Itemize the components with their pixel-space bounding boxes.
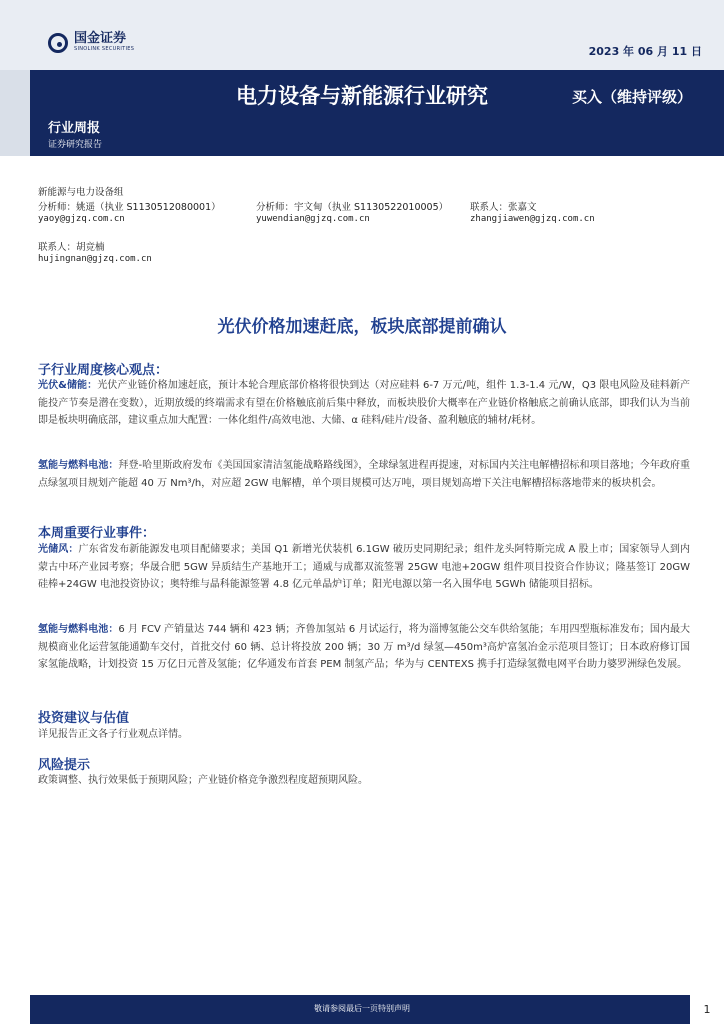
report-date: 2023 年 06 月 11 日 bbox=[588, 45, 702, 58]
analyst-group: 新能源与电力设备组 bbox=[38, 187, 124, 198]
analyst-1: 分析师：姚遥（执业 S1130512080001） bbox=[38, 202, 221, 213]
core-p1-text: 光伏产业链价格加速赶底，预计本轮合理底部价格将很快到达（对应硅料 6-7 万元/吨，组件 1.3-1.4 元/W，Q3 限电风险及硅料新产能投产节奏是潜在变数），近期放缓的终端需求有望在价格触底前后集中释放，而板块股价大概率在产业链价格触底之前确认底部，即我们认为当前即是板块明确底部，建议重点加大配置：一体化组件/高效电池、大储、α 硅料/硅片/设备、盈利触底的辅材/耗材。 bbox=[38, 380, 690, 426]
events-paragraph-2 bbox=[38, 621, 690, 674]
page-number: 1 bbox=[690, 995, 724, 1024]
invest-text: 详见报告正文各子行业观点详情。 bbox=[38, 729, 188, 740]
contact-1-email[interactable]: zhangjiawen@gjzq.com.cn bbox=[470, 214, 595, 224]
main-title: 光伏价格加速赶底，板块底部提前确认 bbox=[217, 317, 507, 337]
analyst-2: 分析师：宇文甸（执业 S1130522010005） bbox=[256, 202, 449, 213]
events-p2-text: 6 月 FCV 产销量达 744 辆和 423 辆；齐鲁加氢站 6 月试运行，将为淄博氢能公交车供给氢能；车用四型瓶标准发布；国内最大规模商业化运营氢能通勤车交付，首批交付 60 辆、总计将投放 200 辆；30 万 m³/d 绿氢—450m³高炉富氢冶金示范项目签订；日本政府修订国家氢能战略，计划投资 15 万亿日元普及氢能；亿华通发布首套 PEM 制氢产品；华为与 CENTEXS 携手打造绿氢微电网平台助力婆罗洲绿色发展。 bbox=[38, 624, 690, 670]
header-band-accent bbox=[0, 70, 30, 156]
contact-1: 联系人：张嘉文 bbox=[470, 202, 537, 213]
company-logo bbox=[48, 32, 134, 53]
analyst-block bbox=[38, 184, 698, 269]
events-paragraph-1 bbox=[38, 541, 690, 594]
events-p1-text: 广东省发布新能源发电项目配储要求；美国 Q1 新增光伏装机 6.1GW 破历史同期纪录；组件龙头阿特斯完成 A 股上市；国家领导人到内蒙古中环产业园考察；华晟合肥 5GW 异质结生产基地开工；通威与成都双流签署 25GW 电池+20GW 组件项目投资合作协议；隆基签订 20GW 硅棒+24GW 电池投资协议；奥特维与晶科能源签署 4.8 亿元单晶炉订单；阳光电源以第一名入围华电 5GWh 储能项目招标。 bbox=[38, 544, 691, 590]
report-type: 行业周报 bbox=[48, 121, 101, 136]
analyst-2-email[interactable]: yuwendian@gjzq.com.cn bbox=[256, 214, 370, 224]
contact-2-email[interactable]: hujingnan@gjzq.com.cn bbox=[38, 254, 152, 264]
risk-text: 政策调整、执行效果低于预期风险；产业链价格竞争激烈程度超预期风险。 bbox=[38, 775, 368, 786]
report-title: 电力设备与新能源行业研究 bbox=[236, 84, 488, 108]
footer-disclaimer[interactable]: 敬请参阅最后一页特别声明 bbox=[314, 1004, 410, 1013]
core-p2-lead: 氢能与燃料电池： bbox=[38, 460, 119, 471]
events-p1-lead: 光储风： bbox=[38, 544, 79, 555]
report-rating: 买入（维持评级） bbox=[572, 88, 693, 106]
core-p2-text: 拜登-哈里斯政府发布《美国国家清洁氢能战略路线图》，全球绿氢进程再提速，对标国内关注电解槽招标和项目落地；今年政府重点绿氢项目规划产能超 40 万 Nm³/h，对应超 2GW 电解槽，单个项目规模可达万吨，项目规划高增下关注电解槽招标落地带来的板块机会。 bbox=[38, 460, 691, 489]
contact-2: 联系人：胡竞楠 bbox=[38, 242, 105, 253]
events-p2-lead: 氢能与燃料电池： bbox=[38, 624, 119, 635]
core-paragraph-2 bbox=[38, 457, 690, 492]
invest-heading: 投资建议与估值 bbox=[38, 711, 130, 726]
core-paragraph-1 bbox=[38, 377, 690, 430]
analyst-1-email[interactable]: yaoy@gjzq.com.cn bbox=[38, 214, 125, 224]
logo-cn: 国金证券 bbox=[74, 31, 127, 46]
core-p1-lead: 光伏&储能： bbox=[38, 380, 98, 391]
events-heading: 本周重要行业事件： bbox=[38, 526, 156, 541]
core-heading: 子行业周度核心观点： bbox=[38, 363, 169, 378]
logo-en: SINOLINK SECURITIES bbox=[74, 46, 135, 52]
logo-mark-icon bbox=[48, 33, 68, 53]
risk-heading: 风险提示 bbox=[38, 758, 91, 773]
report-subtype: 证券研究报告 bbox=[48, 140, 103, 150]
